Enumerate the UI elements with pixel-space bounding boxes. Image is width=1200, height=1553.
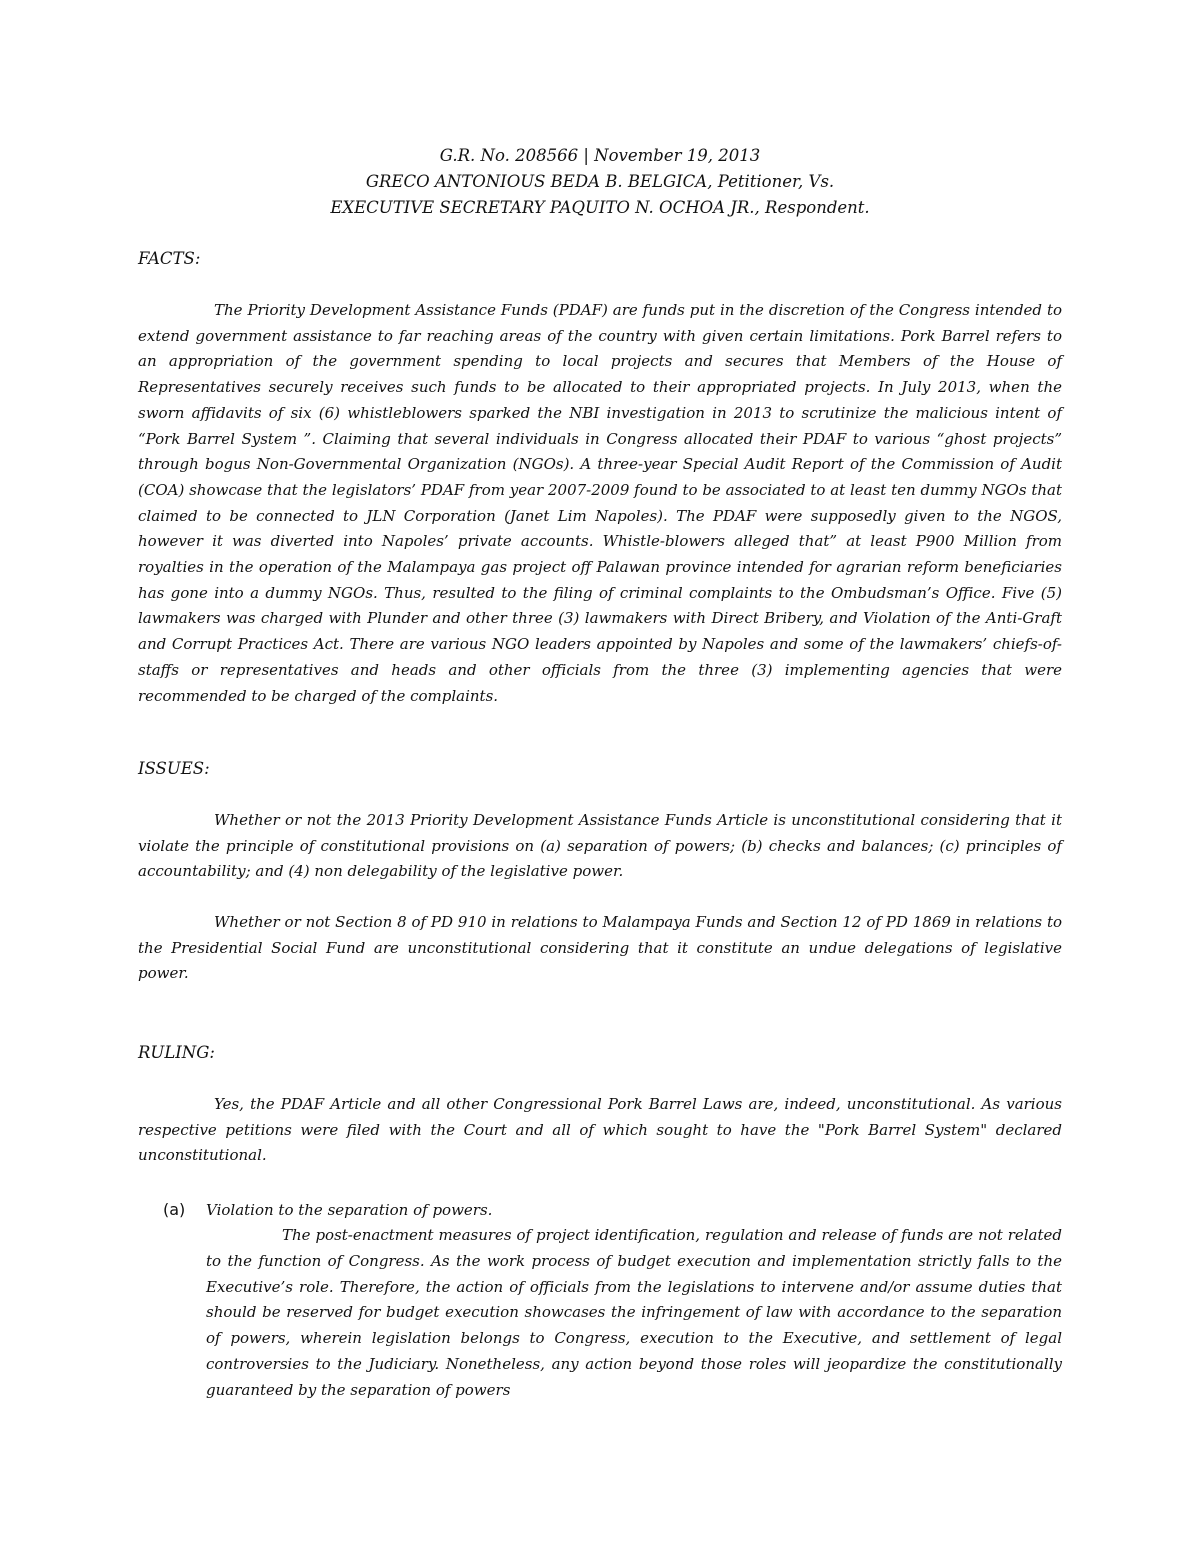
case-header [0, 143, 1200, 221]
facts-heading: FACTS: [138, 249, 201, 268]
issues-heading: ISSUES: [138, 759, 210, 778]
respondent-line: EXECUTIVE SECRETARY PAQUITO N. OCHOA JR., Respondent. [330, 198, 870, 217]
petitioner-line: GRECO ANTONIOUS BEDA B. BELGICA, Petitioner, Vs. [365, 172, 835, 191]
list-item-title: Violation to the separation of powers. [206, 1201, 493, 1219]
case-number: G.R. No. 208566 | November 19, 2013 [439, 146, 761, 165]
list-marker: (a) [163, 1200, 186, 1219]
issue-paragraph-2: Whether or not Section 8 of PD 910 in relations to Malampaya Funds and Section 12 of PD 1869 in relations to the Presidential Social Fund are unconstitutional considering that it constitute an undue delegations of legislative power. [138, 913, 1062, 983]
facts-paragraph: The Priority Development Assistance Funds (PDAF) are funds put in the discretion of the Congress intended to extend government assistance to far reaching areas of the country with given certain limitations. Pork Barrel refers to an appropriation of the government spending to local projects and secures that Members of the House of Representatives securely receives such funds to be allocated to their appropriated projects. In July 2013, when the sworn affidavits of six (6) whistleblowers sparked the NBI investigation in 2013 to scrutinize the malicious intent of “Pork Barrel System ”. Claiming that several individuals in Congress allocated their PDAF to various “ghost projects” through bogus Non-Governmental Organization (NGOs). A three-year Special Audit Report of the Commission of Audit (COA) showcase that the legislators’ PDAF from year 2007-2009 found to be associated to at least ten dummy NGOs that claimed to be connected to JLN Corporation (Janet Lim Napoles). The PDAF were supposedly given to the NGOS, however it was diverted into Napoles’ private accounts. Whistle-blowers alleged that” at least P900 Million from royalties in the operation of the Malampaya gas project off Palawan province intended for agrarian reform beneficiaries has gone into a dummy NGOs. Thus, resulted to the filing of criminal complaints to the Ombudsman’s Office. Five (5) lawmakers was charged with Plunder and other three (3) lawmakers with Direct Bribery, and Violation of the Anti-Graft and Corrupt Practices Act. There are various NGO leaders appointed by Napoles and some of the lawmakers’ chiefs-of-staffs or representatives and heads and other officials from the three (3) implementing agencies that were recommended to be charged of the complaints. [138, 301, 1062, 705]
ruling-heading: RULING: [138, 1043, 215, 1062]
list-item-body: The post-enactment measures of project identification, regulation and release of funds are not related to the function of Congress. As the work process of budget execution and implementation strictly falls to the Executive’s role. Therefore, the action of officials from the legislations to intervene and/or assume duties that should be reserved for budget execution showcases the infringement of law with accordance to the separation of powers, wherein legislation belongs to Congress, execution to the Executive, and settlement of legal controversies to the Judiciary. Nonetheless, any action beyond those roles will jeopardize the constitutionally guaranteed by the separation of powers [206, 1226, 1062, 1399]
ruling-paragraph: Yes, the PDAF Article and all other Congressional Pork Barrel Laws are, indeed, unconstitutional. As various respective petitions were filed with the Court and all of which sought to have the "Pork Barrel System" declared unconstitutional. [138, 1095, 1062, 1164]
issue-paragraph-1: Whether or not the 2013 Priority Development Assistance Funds Article is unconstitutional considering that it violate the principle of constitutional provisions on (a) separation of powers; (b) checks and balances; (c) principles of accountability; and (4) non delegability of the legislative power. [138, 811, 1062, 881]
